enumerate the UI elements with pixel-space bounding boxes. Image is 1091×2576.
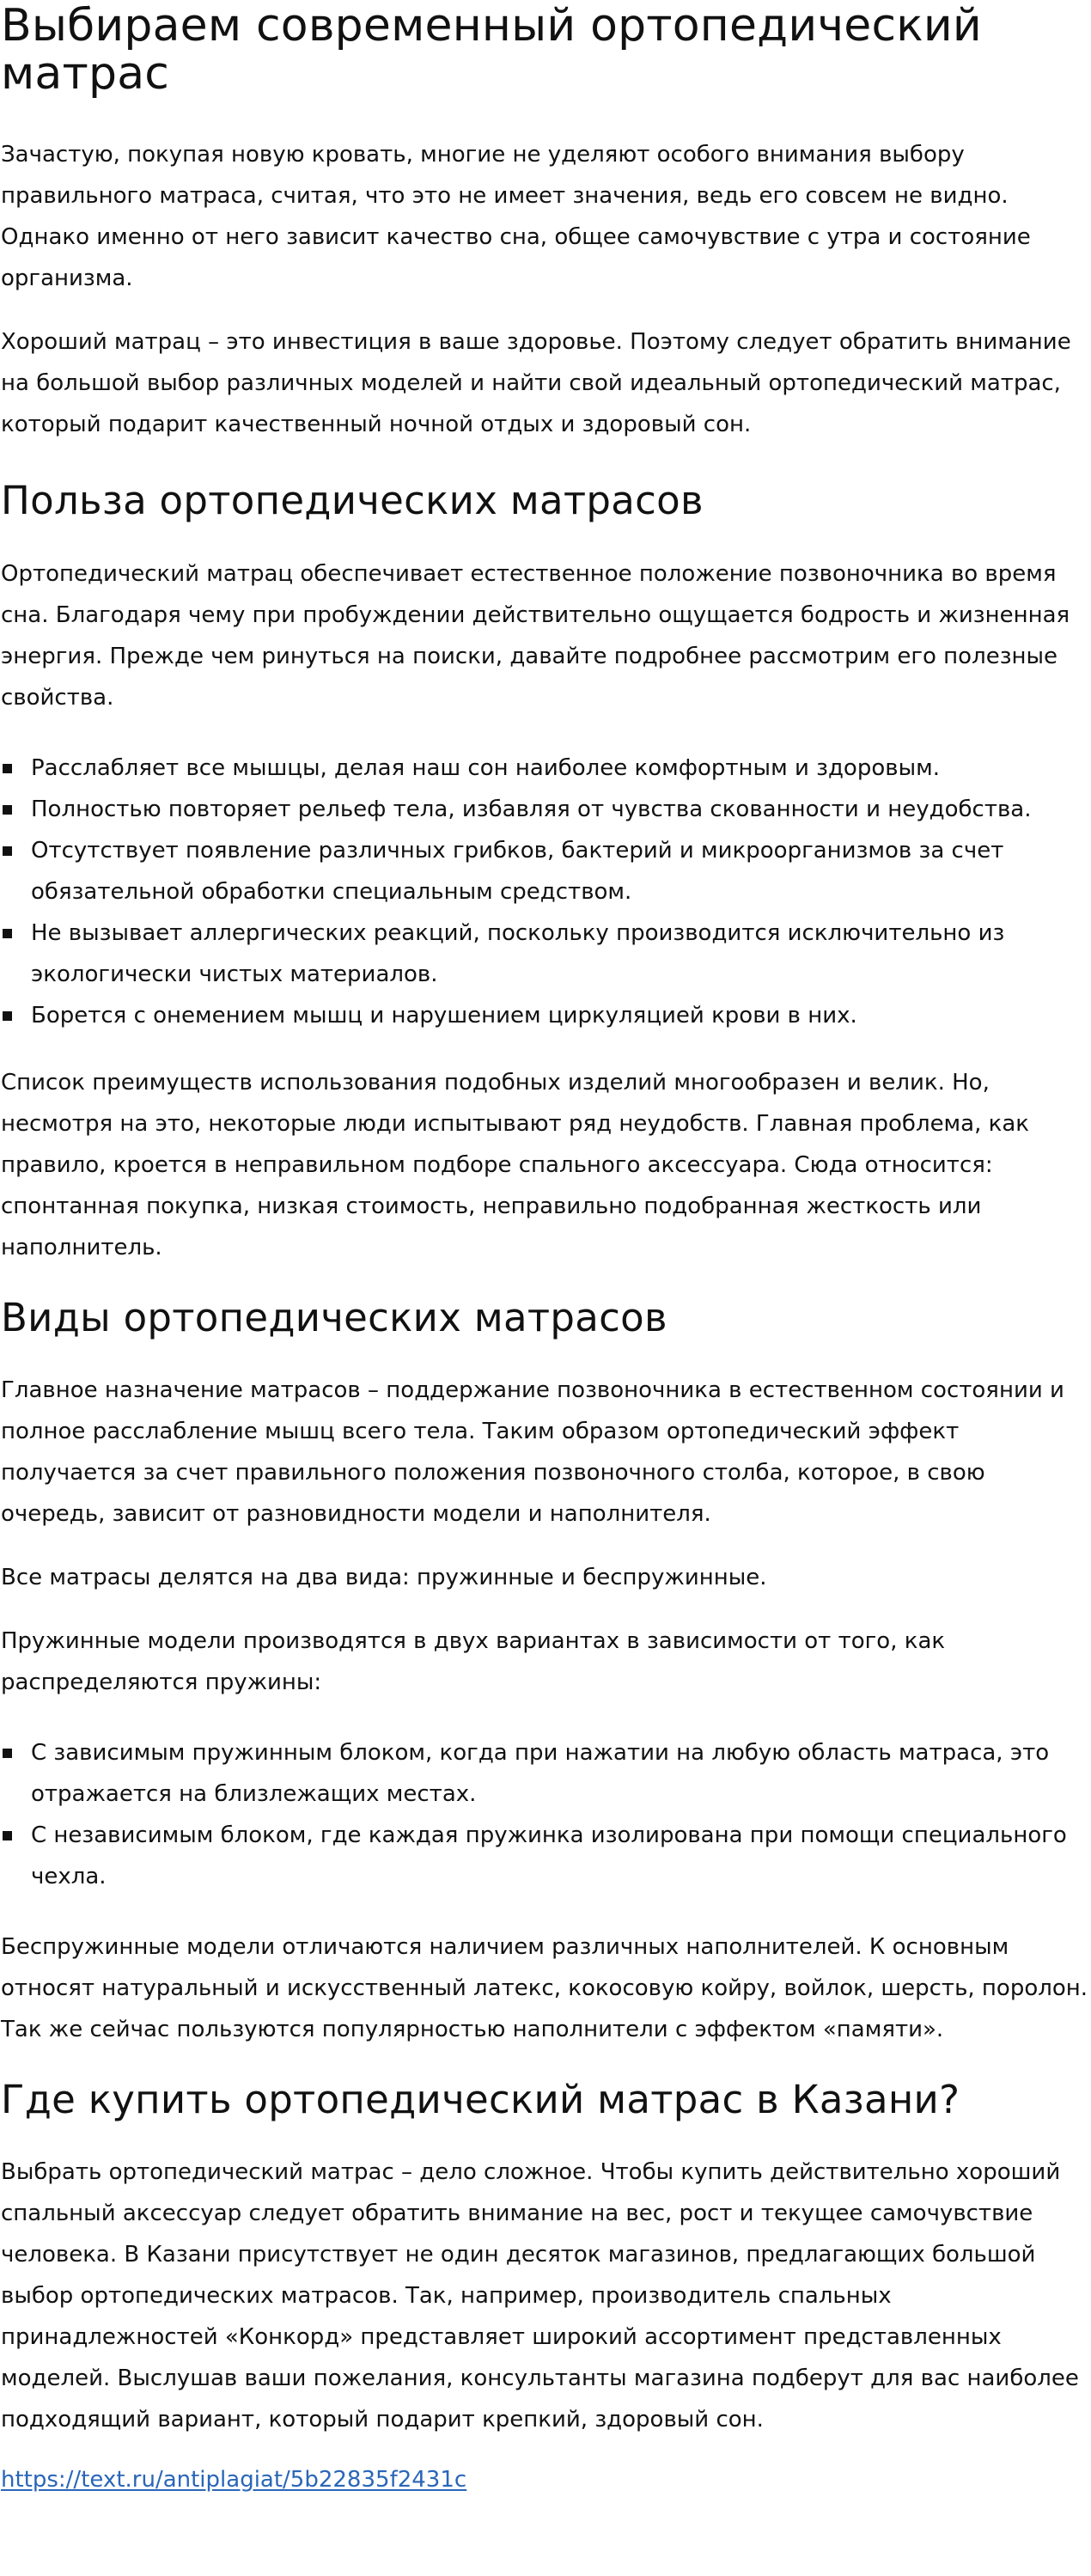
list-item-text: С независимым блоком, где каждая пружинка изолирована при помощи специального чехла. [31, 1822, 1067, 1889]
list-item-text: Полностью повторяет рельеф тела, избавляя от чувства скованности и неудобства. [31, 797, 1032, 822]
list-item [1, 995, 1091, 1036]
square-bullet-icon [3, 764, 12, 773]
list-item-text: Борется с онемением мышц и нарушением циркуляцией крови в них. [31, 1003, 857, 1029]
types-section [1, 1293, 1091, 2050]
buy-paragraph-1: Выбрать ортопедический матрас – дело сложное. Чтобы купить действительно хороший спальный аксессуар следует обратить внимание на вес, рост и текущее самочувствие человека. В Казани присутствует не один десяток магазинов, предлагающих большой выбор ортопедических матрасов. Так, например, производитель спальных принадлежностей «Конкорд» представляет широкий ассортимент представленных моделей. Выслушав ваши пожелания, консультанты магазина подберут для вас наиболее подходящий вариант, который подарит крепкий, здоровый сон. [1, 2159, 1079, 2433]
source-link-container [1, 2463, 1091, 2497]
square-bullet-icon [3, 1831, 12, 1840]
types-heading: Виды ортопедических матрасов [1, 1295, 667, 1340]
benefits-list [1, 748, 1091, 1036]
list-item-text: С зависимым пружинным блоком, когда при нажатии на любую область матраса, это отражается на близлежащих местах. [31, 1740, 1050, 1807]
types-paragraph-2: Все матрасы делятся на два вида: пружинные и беспружинные. [1, 1565, 767, 1590]
list-item [1, 913, 1091, 995]
list-item [1, 789, 1091, 830]
list-item-text: Расслабляет все мышцы, делая наш сон наиболее комфортным и здоровым. [31, 755, 940, 781]
types-paragraph-1: Главное назначение матрасов – поддержание позвоночника в естественном состоянии и полное расслабление мышц всего тела. Таким образом ортопедический эффект получается за счет правильного положения позвоночного столба, которое, в свою очередь, зависит от разновидности модели и наполнителя. [1, 1377, 1064, 1527]
page-title: Выбираем современный ортопедический матрас [1, 0, 982, 100]
benefits-paragraph-1: Ортопедический матрац обеспечивает естественное положение позвоночника во время сна. Благодаря чему при пробуждении действительно ощущается бодрость и жизненная энергия. Прежде чем ринуться на поиски, давайте подробнее рассмотрим его полезные свойства. [1, 561, 1070, 711]
types-paragraph-3: Пружинные модели производятся в двух вариантах в зависимости от того, как распределяются пружины: [1, 1628, 946, 1695]
list-item [1, 1815, 1091, 1897]
buy-section [1, 2075, 1091, 2440]
benefits-section [1, 476, 1091, 1268]
types-paragraph-4: Беспружинные модели отличаются наличием различных наполнителей. К основным относят натуральный и искусственный латекс, кокосовую койру, войлок, шерсть, поролон. Так же сейчас пользуются популярностью наполнители с эффектом «памяти». [1, 1934, 1088, 2042]
square-bullet-icon [3, 1749, 12, 1758]
square-bullet-icon [3, 1011, 12, 1021]
buy-heading: Где купить ортопедический матрас в Казани? [1, 2077, 960, 2122]
list-item [1, 830, 1091, 913]
square-bullet-icon [3, 805, 12, 815]
benefits-paragraph-2: Список преимуществ использования подобных изделий многообразен и велик. Но, несмотря на это, некоторые люди испытывают ряд неудобств. Главная проблема, как правило, кроется в неправильном подборе спального аксессуара. Сюда относится: спонтанная покупка, низкая стоимость, неправильно подобранная жесткость или наполнитель. [1, 1070, 1029, 1261]
square-bullet-icon [3, 846, 12, 856]
square-bullet-icon [3, 929, 12, 938]
list-item [1, 748, 1091, 789]
benefits-heading: Польза ортопедических матрасов [1, 478, 704, 523]
intro-paragraph-2: Хороший матрац – это инвестиция в ваше здоровье. Поэтому следует обратить внимание на большой выбор различных моделей и найти свой идеальный ортопедический матрас, который подарит качественный ночной отдых и здоровый сон. [1, 329, 1071, 437]
source-link[interactable]: https://text.ru/antiplagiat/5b22835f2431c [1, 2467, 467, 2493]
list-item-text: Отсутствует появление различных грибков, бактерий и микроорганизмов за счет обязательной обработки специальным средством. [31, 838, 1004, 905]
intro-paragraph-1: Зачастую, покупая новую кровать, многие не уделяют особого внимания выбору правильного матраса, считая, что это не имеет значения, ведь его совсем не видно. Однако именно от него зависит качество сна, общее самочувствие с утра и состояние организма. [1, 142, 1031, 291]
list-item [1, 1732, 1091, 1815]
spring-types-list [1, 1732, 1091, 1897]
list-item-text: Не вызывает аллергических реакций, поскольку производится исключительно из экологически чистых материалов. [31, 920, 1005, 987]
